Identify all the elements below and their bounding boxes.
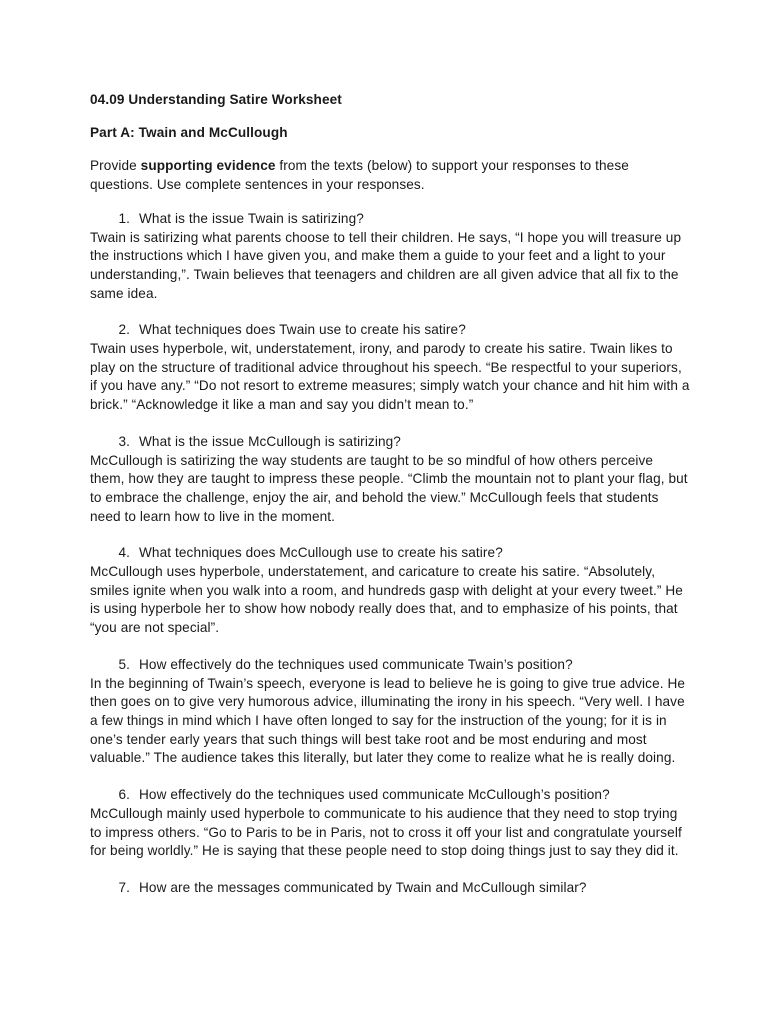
question-block-2 xyxy=(90,321,690,415)
question-4 xyxy=(90,544,690,563)
question-number: 2. xyxy=(118,322,130,338)
answer-1: Twain is satirizing what parents choose to tell their children. He says, “I hope you will treasure up the instructions which I have given you, and make them a guide to your feet and a light to your understanding,”. Twain believes that teenagers and children are all given advice that all fix to the same idea. xyxy=(90,229,682,301)
question-6 xyxy=(90,786,690,805)
question-7 xyxy=(90,879,690,898)
question-block-4 xyxy=(90,544,690,638)
worksheet-title: 04.09 Understanding Satire Worksheet xyxy=(90,92,342,107)
question-1 xyxy=(90,210,690,229)
worksheet-content xyxy=(90,91,690,916)
instructions-text-before: Provide xyxy=(90,158,141,174)
question-number: 1. xyxy=(118,210,130,226)
question-number: 7. xyxy=(118,879,130,895)
question-text: What is the issue McCullough is satirizing? xyxy=(139,433,401,449)
question-5 xyxy=(90,656,690,675)
instructions-bold-phrase: supporting evidence xyxy=(140,158,276,174)
instructions-text-after: from the texts (below) to support your responses to these questions. Use complete sentences in your responses. xyxy=(90,158,629,193)
question-text: What is the issue Twain is satirizing? xyxy=(139,210,364,226)
question-3 xyxy=(90,433,690,452)
part-a-heading: Part A: Twain and McCullough xyxy=(90,124,288,140)
question-text: What techniques does Twain use to create his satire? xyxy=(139,322,466,338)
answer-3: McCullough is satirizing the way students are taught to be so mindful of how others perceive them, how they are taught to impress these people. “Climb the mountain not to plant your flag, but to embrace the challenge, enjoy the air, and behold the view.” McCullough feels that students need to learn how to live in the moment. xyxy=(90,452,688,524)
answer-2: Twain uses hyperbole, wit, understatement, irony, and parody to create his satire. Twain likes to play on the structure of traditional advice throughout his speech. “Be respectful to your superiors, if you have any.” “Do not resort to extreme measures; simply watch your chance and hit him with a brick.” “Acknowledge it like a man and say you didn’t mean to.” xyxy=(90,341,690,413)
question-block-3 xyxy=(90,433,690,527)
answer-4: McCullough uses hyperbole, understatement, and caricature to create his satire. “Absolutely, smiles ignite when you walk into a room, and hundreds gasp with delight at your every tweet.” He is using hyperbole her to show how nobody really does that, and to emphasize of his points, that “you are not special”. xyxy=(90,564,683,636)
answer-6: McCullough mainly used hyperbole to communicate to his audience that they need to stop trying to impress others. “Go to Paris to be in Paris, not to cross it off your list and congratulate yourself for being worldly.” He is saying that these people need to stop doing things just to say they did it. xyxy=(90,805,682,859)
instructions-paragraph xyxy=(90,157,690,194)
question-2 xyxy=(90,321,690,340)
question-number: 5. xyxy=(118,656,130,672)
question-number: 4. xyxy=(118,545,130,561)
question-text: How are the messages communicated by Twain and McCullough similar? xyxy=(139,879,587,895)
answer-5: In the beginning of Twain’s speech, everyone is lead to believe he is going to give true advice. He then goes on to give very humorous advice, illuminating the irony in his speech. “Very well. I have a few things in mind which I have often longed to say for the instruction of the young; for it is in one’s tender early years that such things will best take root and be most enduring and most valuable.” The audience takes this literally, but later they come to realize what he is really doing. xyxy=(90,675,686,766)
question-text: What techniques does McCullough use to create his satire? xyxy=(139,545,503,561)
question-block-1 xyxy=(90,210,690,304)
question-block-6 xyxy=(90,786,690,861)
question-block-5 xyxy=(90,656,690,768)
question-number: 3. xyxy=(118,433,130,449)
question-text: How effectively do the techniques used communicate Twain’s position? xyxy=(139,656,573,672)
question-block-7 xyxy=(90,879,690,898)
question-text: How effectively do the techniques used communicate McCullough’s position? xyxy=(139,787,610,803)
question-number: 6. xyxy=(118,787,130,803)
